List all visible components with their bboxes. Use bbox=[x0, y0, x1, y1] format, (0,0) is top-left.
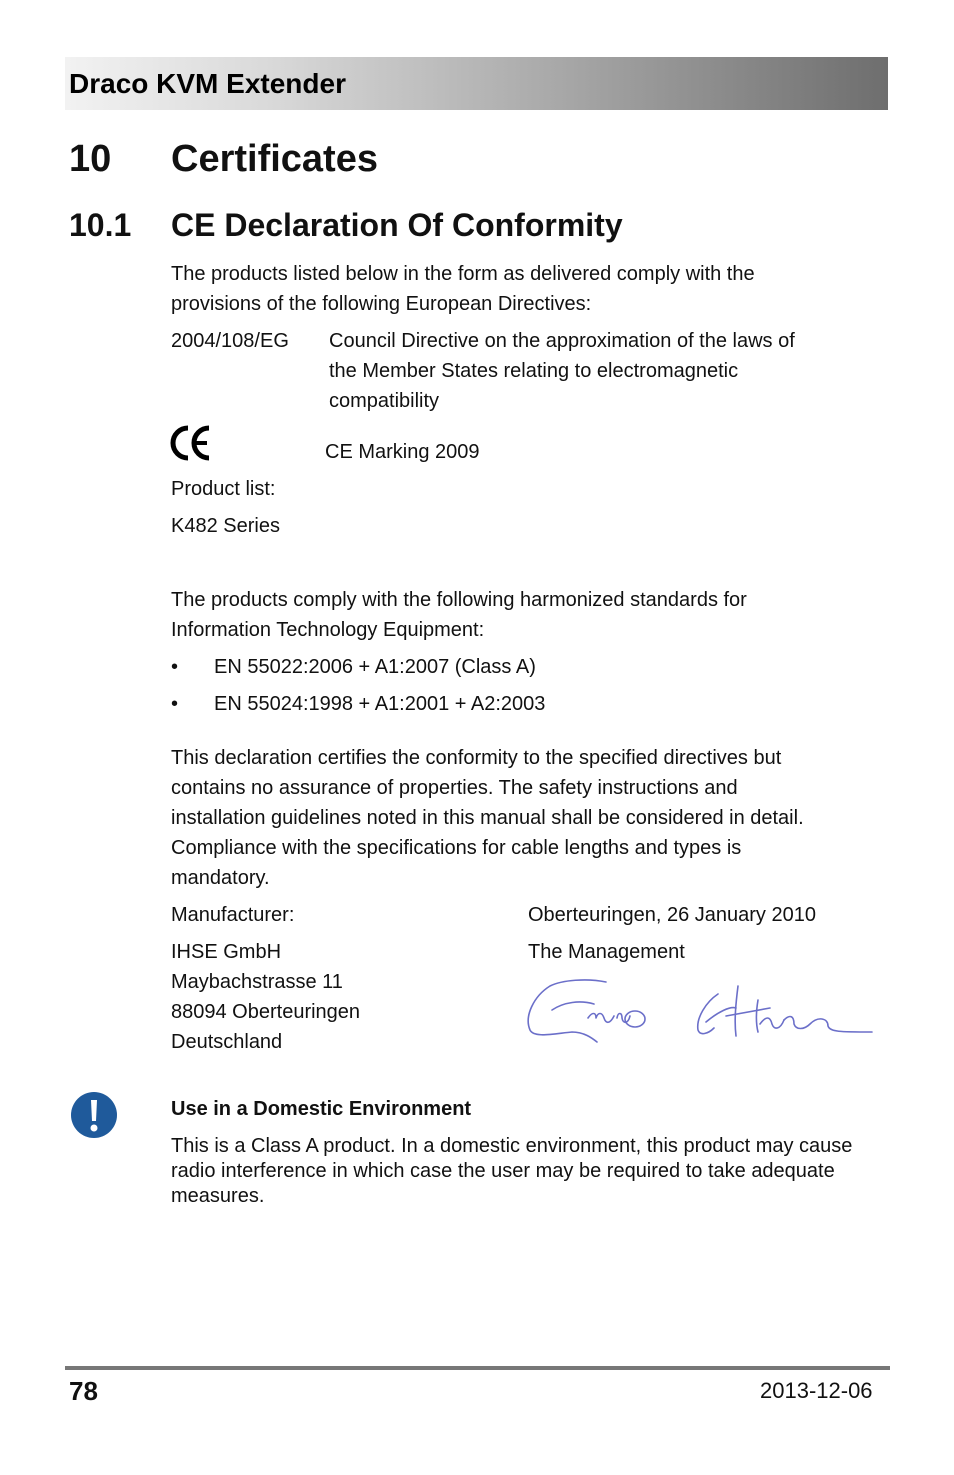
standards-line-2: Information Technology Equipment: bbox=[171, 619, 485, 641]
declaration-line: installation guidelines noted in this manual shall be considered in detail. bbox=[171, 807, 804, 829]
note-title: Use in a Domestic Environment bbox=[171, 1098, 472, 1120]
product-list-item: K482 Series bbox=[171, 515, 280, 537]
intro-line-2: provisions of the following European Directives: bbox=[171, 293, 592, 315]
ce-marking-text: CE Marking 2009 bbox=[325, 441, 480, 463]
chapter-number: 10 bbox=[69, 138, 112, 180]
directive-line-1: Council Directive on the approximation of the laws of bbox=[329, 330, 795, 352]
manufacturer-line: Maybachstrasse 11 bbox=[171, 971, 343, 993]
management-title: The Management bbox=[528, 941, 685, 963]
declaration-line: Compliance with the specifications for cable lengths and types is bbox=[171, 837, 742, 859]
section-number: 10.1 bbox=[69, 207, 132, 243]
note-body: This is a Class A product. In a domestic environment, this product may cause radio interference in which case the user may be required to take adequate measures. bbox=[171, 1135, 853, 1207]
standards-line-1: The products comply with the following harmonized standards for bbox=[171, 589, 747, 611]
running-header bbox=[65, 57, 888, 110]
place-date: Oberteuringen, 26 January 2010 bbox=[528, 904, 816, 926]
standard-item: EN 55022:2006 + A1:2007 (Class A) bbox=[214, 656, 536, 678]
manufacturer-line: Deutschland bbox=[171, 1031, 283, 1053]
manufacturer-line: 88094 Oberteuringen bbox=[171, 1001, 361, 1023]
footer-divider bbox=[65, 1366, 890, 1370]
directive-line-3: compatibility bbox=[329, 390, 440, 412]
directive-line-2: the Member States relating to electromagnetic bbox=[329, 360, 739, 382]
page-number: 78 bbox=[69, 1376, 98, 1406]
declaration-line: mandatory. bbox=[171, 867, 270, 889]
standard-item: EN 55024:1998 + A1:2001 + A2:2003 bbox=[214, 693, 546, 715]
exclamation-icon bbox=[70, 1091, 118, 1139]
footer-date: 2013-12-06 bbox=[760, 1378, 873, 1403]
declaration-line: contains no assurance of properties. The safety instructions and bbox=[171, 777, 738, 799]
chapter-title: Certificates bbox=[171, 138, 378, 180]
product-list-label: Product list: bbox=[171, 478, 276, 500]
bullet-icon: • bbox=[171, 656, 179, 678]
section-title: CE Declaration Of Conformity bbox=[171, 207, 623, 243]
intro-line-1: The products listed below in the form as delivered comply with the bbox=[171, 263, 755, 285]
declaration-line: This declaration certifies the conformity to the specified directives but bbox=[171, 747, 782, 769]
signature-image bbox=[522, 972, 878, 1048]
manufacturer-label: Manufacturer: bbox=[171, 904, 295, 926]
bullet-icon: • bbox=[171, 693, 179, 715]
ce-mark-icon bbox=[168, 424, 212, 462]
manufacturer-line: IHSE GmbH bbox=[171, 941, 282, 963]
directive-code: 2004/108/EG bbox=[171, 330, 289, 352]
header-title: Draco KVM Extender bbox=[69, 68, 346, 99]
